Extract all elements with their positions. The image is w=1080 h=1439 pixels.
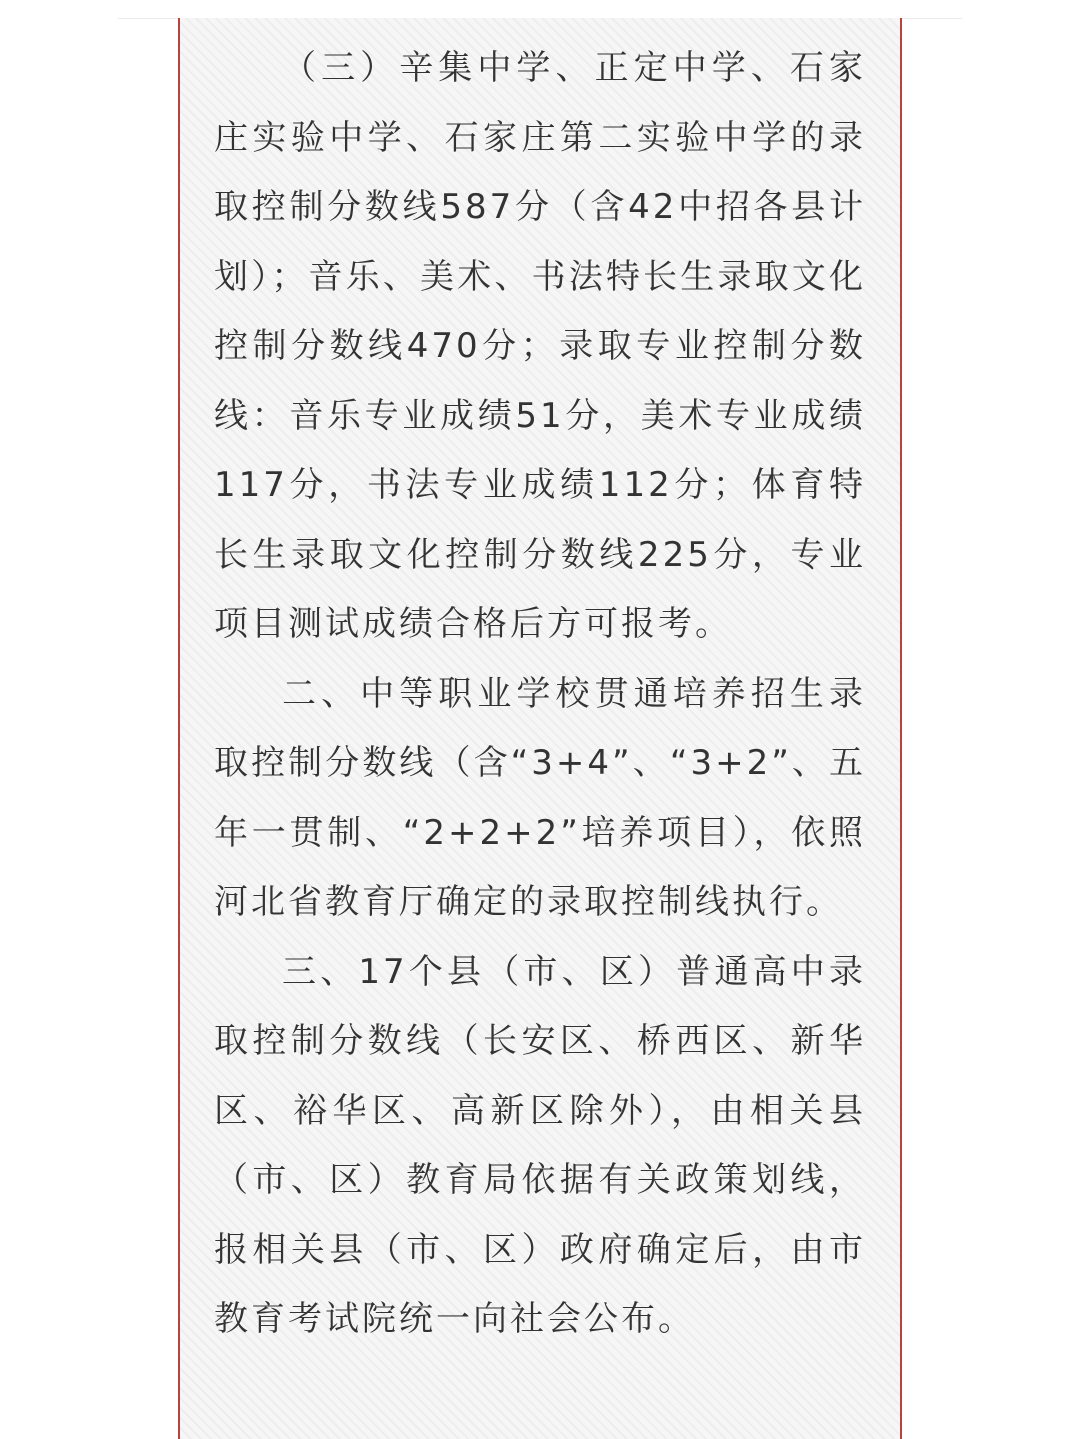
paragraph-key-schools: （三）辛集中学、正定中学、石家庄实验中学、石家庄第二实验中学的录取控制分数线587分（含42中招各县计划）；音乐、美术、书法特长生录取文化控制分数线470分；录取专业控制分数线：音乐专业成绩51分，美术专业成绩117分，书法专业成绩112分；体育特长生录取文化控制分数线225分，专业项目测试成绩合格后方可报考。	[214, 48, 866, 644]
paragraph-vocational: 二、中等职业学校贯通培养招生录取控制分数线（含“3+4”、“3+2”、五年一贯制、“2+2+2”培养项目），依照河北省教育厅确定的录取控制线执行。	[214, 673, 866, 922]
paragraph-counties: 三、17个县（市、区）普通高中录取控制分数线（长安区、桥西区、新华区、裕华区、高新区除外），由相关县（市、区）教育局依据有关政策划线，报相关县（市、区）政府确定后，由市教育考试院统一向社会公布。	[214, 951, 866, 1339]
article-body	[214, 34, 866, 1355]
